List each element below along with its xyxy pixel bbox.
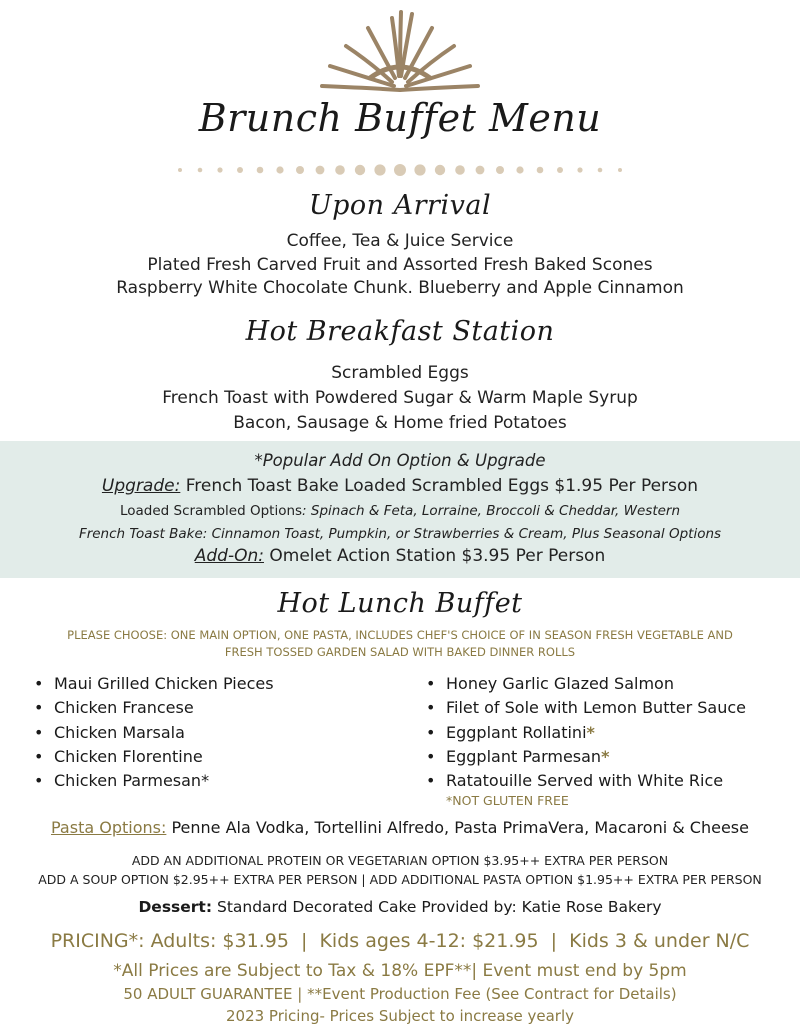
list-item: • Filet of Sole with Lemon Butter Sauce bbox=[424, 696, 746, 720]
upgrade-text: French Toast Bake Loaded Scrambled Eggs $1.95 Per Person bbox=[180, 476, 699, 496]
list-item: • Chicken Francese bbox=[32, 696, 274, 720]
scrambled-text: : Spinach & Feta, Lorraine, Broccoli & Cheddar, Western bbox=[302, 503, 681, 519]
scrambled-line bbox=[0, 503, 800, 519]
list-item bbox=[424, 745, 746, 769]
addon-label: Add-On: bbox=[194, 546, 264, 566]
dessert-label: Dessert: bbox=[138, 898, 213, 916]
lunch-title: Hot Lunch Buffet bbox=[277, 588, 523, 619]
gluten-note: *NOT GLUTEN FREE bbox=[446, 793, 569, 809]
list-item: • Chicken Florentine bbox=[32, 745, 274, 769]
pricing-main: PRICING*: Adults: $31.95 | Kids ages 4-12: $21.95 | Kids 3 & under N/C bbox=[50, 930, 750, 952]
pricing-year-note: 2023 Pricing- Prices Subject to increase yearly bbox=[225, 1007, 575, 1025]
list-item-label: Eggplant Parmesan bbox=[446, 746, 602, 766]
arrival-title: Upon Arrival bbox=[308, 190, 492, 221]
lunch-notice: PLEASE CHOOSE: ONE MAIN OPTION, ONE PASTA, INCLUDES CHEF'S CHOICE OF IN SEASON FRESH VEGETABLE AND bbox=[67, 628, 733, 642]
pasta-text: Penne Ala Vodka, Tortellini Alfredo, Pasta PrimaVera, Macaroni & Cheese bbox=[166, 818, 749, 837]
extra-option: ADD A SOUP OPTION $2.95++ EXTRA PER PERSON | ADD ADDITIONAL PASTA OPTION $1.95++ EXTRA PER PERSON bbox=[38, 872, 762, 887]
main-options-left bbox=[32, 672, 274, 793]
arrival-line: Raspberry White Chocolate Chunk. Blueberry and Apple Cinnamon bbox=[116, 278, 684, 298]
list-item: • Chicken Parmesan* bbox=[32, 769, 274, 793]
pasta-label: Pasta Options: bbox=[51, 818, 167, 837]
dotted-divider bbox=[175, 160, 625, 180]
upgrade-line bbox=[0, 476, 800, 496]
arrival-line: Coffee, Tea & Juice Service bbox=[286, 231, 514, 251]
upgrade-label: Upgrade: bbox=[101, 476, 181, 496]
list-item-label: Eggplant Rollatini bbox=[446, 722, 587, 742]
breakfast-line: Bacon, Sausage & Home fried Potatoes bbox=[233, 413, 567, 433]
dessert-line bbox=[0, 898, 800, 916]
list-item: • Maui Grilled Chicken Pieces bbox=[32, 672, 274, 696]
pricing-taxes: *All Prices are Subject to Tax & 18% EPF**| Event must end by 5pm bbox=[113, 961, 687, 981]
addon-line bbox=[0, 546, 800, 566]
list-item bbox=[424, 721, 746, 745]
pasta-options bbox=[0, 818, 800, 837]
extra-option: ADD AN ADDITIONAL PROTEIN OR VEGETARIAN OPTION $3.95++ EXTRA PER PERSON bbox=[131, 853, 669, 868]
main-options-right bbox=[424, 672, 746, 809]
dessert-text: Standard Decorated Cake Provided by: Katie Rose Bakery bbox=[212, 898, 662, 916]
lunch-notice: FRESH TOSSED GARDEN SALAD WITH BAKED DINNER ROLLS bbox=[224, 645, 576, 659]
addon-heading: *Popular Add On Option & Upgrade bbox=[254, 451, 546, 470]
breakfast-line: French Toast with Powdered Sugar & Warm Maple Syrup bbox=[162, 388, 638, 408]
sunburst-logo bbox=[300, 6, 500, 96]
breakfast-title: Hot Breakfast Station bbox=[245, 316, 555, 347]
scrambled-label: Loaded Scrambled Options bbox=[119, 503, 303, 519]
menu-title: Brunch Buffet Menu bbox=[198, 96, 602, 140]
gluten-star: * bbox=[601, 746, 610, 766]
pricing-guarantee: 50 ADULT GUARANTEE | **Event Production Fee (See Contract for Details) bbox=[123, 985, 677, 1003]
list-item: • Honey Garlic Glazed Salmon bbox=[424, 672, 746, 696]
gluten-star: * bbox=[586, 722, 595, 742]
list-item: • Ratatouille Served with White Rice bbox=[424, 769, 746, 793]
toast-line: French Toast Bake: Cinnamon Toast, Pumpkin, or Strawberries & Cream, Plus Seasonal Options bbox=[78, 526, 722, 542]
addon-text: Omelet Action Station $3.95 Per Person bbox=[263, 546, 606, 566]
arrival-line: Plated Fresh Carved Fruit and Assorted Fresh Baked Scones bbox=[147, 255, 653, 275]
list-item: • Chicken Marsala bbox=[32, 721, 274, 745]
breakfast-line: Scrambled Eggs bbox=[331, 363, 469, 383]
